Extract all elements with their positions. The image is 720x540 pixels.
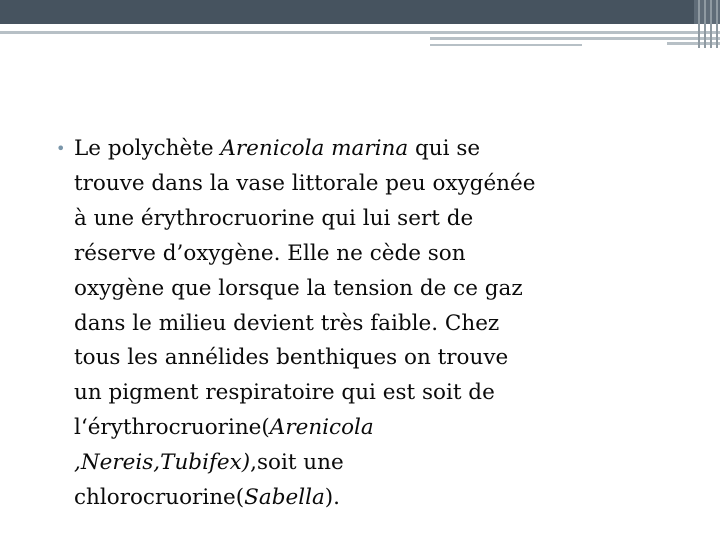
text-segment: un pigment respiratoire qui est soit de xyxy=(74,380,495,406)
corner-vertical-line xyxy=(698,0,700,48)
corner-vertical-line xyxy=(710,0,712,48)
corner-vertical-line xyxy=(716,0,718,48)
italic-text-segment: Arenicola xyxy=(269,415,374,441)
header-stripe xyxy=(667,42,720,45)
text-line xyxy=(74,481,690,516)
paragraph-text xyxy=(74,132,690,516)
text-segment: Le polychète xyxy=(74,136,221,161)
text-line xyxy=(74,446,690,481)
text-line xyxy=(74,237,690,272)
text-segment: réserve d’oxygène. Elle ne cède son xyxy=(74,240,466,266)
bullet-paragraph xyxy=(50,132,690,516)
text-segment: ,soit une xyxy=(250,450,344,476)
text-line xyxy=(74,341,690,376)
header-stripe xyxy=(0,31,720,34)
header-stripe xyxy=(430,37,720,40)
text-line xyxy=(74,272,690,307)
slide-body xyxy=(50,132,690,516)
text-segment: oxygène que lorsque la tension de ce gaz xyxy=(74,275,523,301)
corner-vertical-line xyxy=(704,0,706,48)
text-segment: dans le milieu devient très faible. Chez xyxy=(74,310,500,336)
italic-text-segment: Sabella xyxy=(244,485,325,511)
text-segment: trouve dans la vase littorale peu oxygénée xyxy=(74,170,536,196)
text-segment: l‘érythrocruorine( xyxy=(74,415,270,441)
header-bar xyxy=(0,0,694,24)
italic-text-segment: Arenicola marina xyxy=(220,136,409,161)
text-line xyxy=(74,202,690,237)
header-stripe xyxy=(430,44,582,46)
text-line xyxy=(74,411,690,446)
italic-text-segment: ,Nereis,Tubifex) xyxy=(74,450,251,476)
bullet-icon: • xyxy=(56,139,66,158)
text-line xyxy=(74,307,690,342)
text-segment: tous les annélides benthiques on trouve xyxy=(74,345,509,371)
text-line xyxy=(74,167,690,202)
text-segment: qui se xyxy=(408,136,481,161)
text-segment: chlorocruorine( xyxy=(74,485,245,511)
text-segment: à une érythrocruorine qui lui sert de xyxy=(74,205,474,231)
text-line xyxy=(74,376,690,411)
text-line xyxy=(74,132,690,167)
text-segment: ). xyxy=(324,485,340,511)
